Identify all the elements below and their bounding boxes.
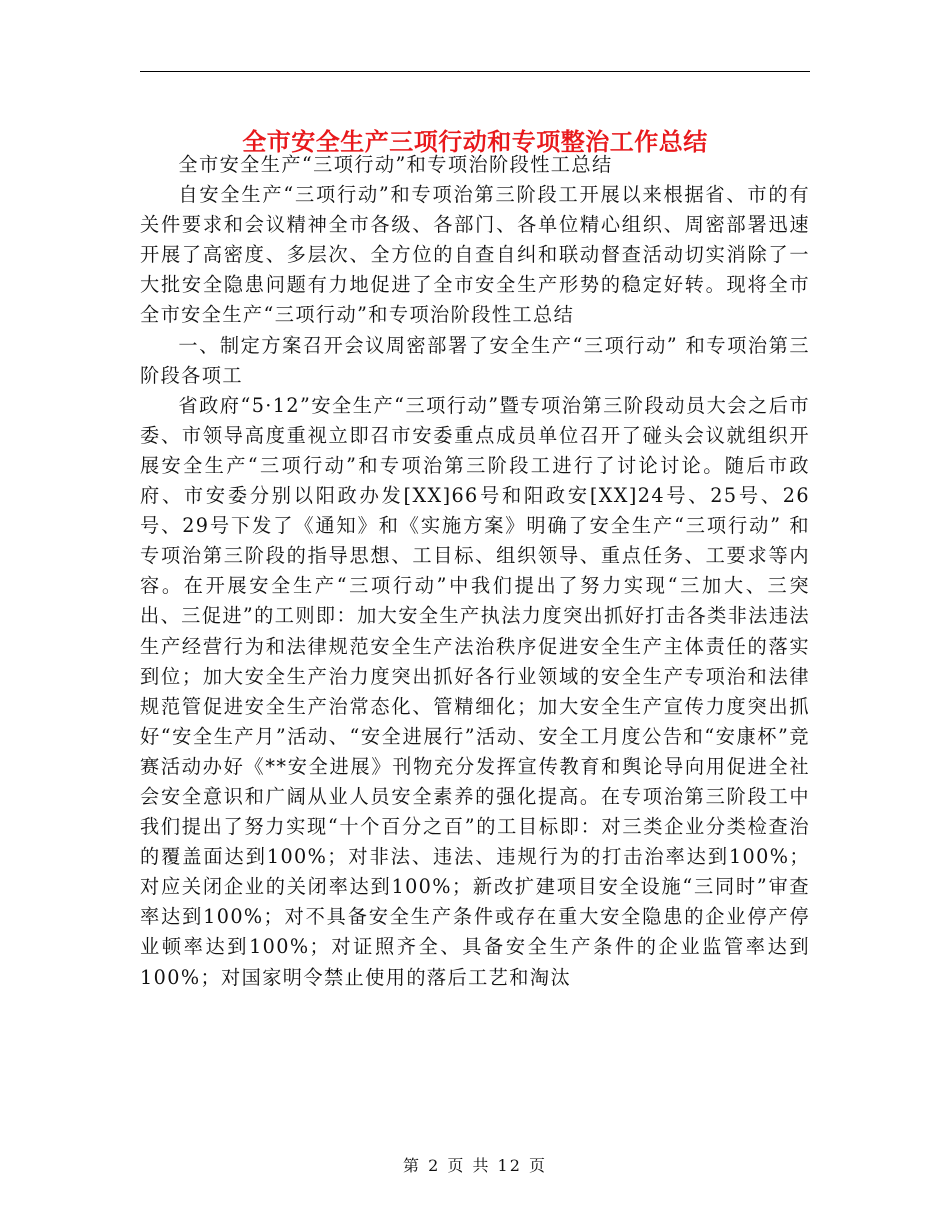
paragraph-intro: 自安全生产“三项行动”和专项治第三阶段工开展以来根据省、市的有关件要求和会议精神全市各级、各部门、各单位精心组织、周密部署迅速开展了高密度、多层次、全方位的自查自纠和联动督查活动切实消除了一大批安全隐患问题有力地促进了全市安全生产形势的稳定好转。现将全市全市安全生产“三项行动”和专项治阶段性工总结	[140, 183, 810, 327]
header-rule	[140, 71, 810, 72]
document-body	[140, 150, 810, 993]
paragraph-subtitle: 全市安全生产“三项行动”和专项治阶段性工总结	[178, 153, 613, 176]
paragraph-section-heading: 一、制定方案召开会议周密部署了安全生产“三项行动” 和专项治第三阶段各项工	[140, 333, 810, 387]
document-title: 全市安全生产三项行动和专项整治工作总结	[242, 127, 708, 157]
page-number: 第 2 页 共 12 页	[403, 1156, 547, 1175]
paragraph-section-body: 省政府“5·12”安全生产“三项行动”暨专项治第三阶段动员大会之后市委、市领导高度重视立即召市安委重点成员单位召开了碰头会议就组织开展安全生产“三项行动”和专项治第三阶段工进行了讨论讨论。随后市政府、市安委分别以阳政办发[XX]66号和阳政安[XX]24号、25号、26号、29号下发了《通知》和《实施方案》明确了安全生产“三项行动” 和专项治第三阶段的指导思想、工目标、组织领导、重点任务、工要求等内容。在开展安全生产“三项行动”中我们提出了努力实现“三加大、三突出、三促进”的工则即：加大安全生产执法力度突出抓好打击各类非法违法生产经营行为和法律规范安全生产法治秩序促进安全生产主体责任的落实到位；加大安全生产治力度突出抓好各行业领域的安全生产专项治和法律规范管促进安全生产治常态化、管精细化；加大安全生产宣传力度突出抓好“安全生产月”活动、“安全进展行”活动、安全工月度公告和“安康杯”竞赛活动办好《**安全进展》刊物充分发挥宣传教育和舆论导向用促进全社会安全意识和广阔从业人员安全素养的强化提高。在专项治第三阶段工中我们提出了努力实现“十个百分之百”的工目标即：对三类企业分类检查治的覆盖面达到100%；对非法、违法、违规行为的打击治率达到100%；对应关闭企业的关闭率达到100%；新改扩建项目安全设施“三同时”审查率达到100%；对不具备安全生产条件或存在重大安全隐患的企业停产停业顿率达到100%；对证照齐全、具备安全生产条件的企业监管率达到100%；对国家明令禁止使用的落后工艺和淘汰	[140, 393, 811, 989]
